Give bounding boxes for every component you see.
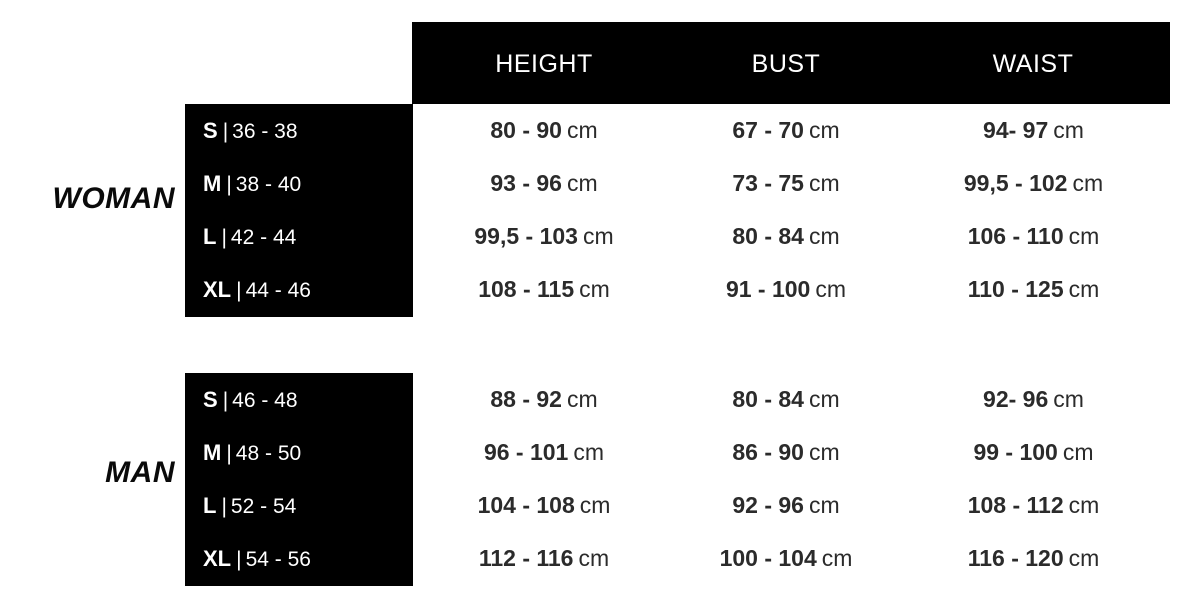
waist-unit: cm xyxy=(1053,386,1084,412)
bust-unit: cm xyxy=(808,117,840,143)
table-row xyxy=(185,210,1170,263)
height-cell xyxy=(413,426,675,479)
size-separator: | xyxy=(222,120,229,143)
size-range: 44 - 46 xyxy=(245,279,311,302)
bust-cell xyxy=(675,157,897,210)
size-cell xyxy=(185,479,413,532)
bust-cell xyxy=(675,263,897,316)
bust-value: 86 - 90 xyxy=(732,439,804,465)
bust-unit: cm xyxy=(815,276,847,302)
bust-value: 67 - 70 xyxy=(732,117,804,143)
table-row xyxy=(185,426,1170,479)
waist-value: 108 - 112 xyxy=(967,492,1064,518)
size-cell xyxy=(185,210,413,263)
height-cell xyxy=(413,373,675,426)
size-letter: M xyxy=(203,171,222,196)
height-value: 104 - 108 xyxy=(477,492,575,518)
bust-value: 91 - 100 xyxy=(725,276,811,302)
size-cell xyxy=(185,532,413,585)
waist-unit: cm xyxy=(1068,492,1100,518)
group-label-woman: WOMAN xyxy=(52,182,175,215)
size-separator: | xyxy=(222,389,229,412)
bust-cell xyxy=(675,104,897,157)
size-letter: XL xyxy=(203,546,232,571)
waist-value: 116 - 120 xyxy=(967,545,1064,571)
height-value: 80 - 90 xyxy=(490,117,562,143)
bust-cell xyxy=(675,532,897,585)
bust-value: 80 - 84 xyxy=(732,223,804,249)
table-row xyxy=(185,479,1170,532)
size-letter: L xyxy=(203,224,217,249)
height-unit: cm xyxy=(566,170,598,196)
size-separator: | xyxy=(226,442,232,465)
bust-value: 80 - 84 xyxy=(732,386,804,412)
waist-unit: cm xyxy=(1062,439,1094,465)
height-value: 112 - 116 xyxy=(478,545,574,571)
height-value: 88 - 92 xyxy=(490,386,562,412)
column-header-height: HEIGHT xyxy=(495,50,593,78)
height-cell xyxy=(413,263,675,316)
waist-cell xyxy=(897,479,1170,532)
column-header-bust: BUST xyxy=(751,50,821,78)
size-separator: | xyxy=(221,495,227,518)
bust-unit: cm xyxy=(808,386,840,412)
height-value: 108 - 115 xyxy=(478,276,575,302)
height-cell xyxy=(413,157,675,210)
height-cell xyxy=(413,532,675,585)
waist-value: 110 - 125 xyxy=(967,276,1064,302)
column-header-waist: WAIST xyxy=(992,50,1074,78)
size-cell xyxy=(185,157,413,210)
waist-unit: cm xyxy=(1053,117,1084,143)
height-value: 93 - 96 xyxy=(490,170,562,196)
waist-unit: cm xyxy=(1068,545,1100,571)
waist-unit: cm xyxy=(1068,223,1100,249)
size-cell xyxy=(185,104,413,157)
size-separator: | xyxy=(221,226,227,249)
bust-unit: cm xyxy=(808,170,840,196)
height-cell xyxy=(413,479,675,532)
bust-value: 92 - 96 xyxy=(732,492,804,518)
waist-value: 106 - 110 xyxy=(967,223,1064,249)
waist-cell xyxy=(897,157,1170,210)
waist-cell xyxy=(897,104,1170,157)
table-row xyxy=(185,104,1170,157)
waist-value: 92- 96 xyxy=(983,386,1049,412)
height-unit: cm xyxy=(582,223,614,249)
bust-cell xyxy=(675,479,897,532)
size-separator: | xyxy=(226,173,232,196)
size-range: 36 - 38 xyxy=(232,120,298,143)
table-row xyxy=(185,263,1170,316)
bust-unit: cm xyxy=(808,439,840,465)
bust-unit: cm xyxy=(821,545,853,571)
bust-value: 100 - 104 xyxy=(719,545,817,571)
bust-cell xyxy=(675,373,897,426)
height-unit: cm xyxy=(566,386,598,412)
size-letter: S xyxy=(203,118,218,143)
waist-cell xyxy=(897,263,1170,316)
waist-cell xyxy=(897,426,1170,479)
height-cell xyxy=(413,210,675,263)
table-row xyxy=(185,157,1170,210)
waist-cell xyxy=(897,532,1170,585)
size-letter: M xyxy=(203,440,222,465)
size-range: 48 - 50 xyxy=(235,442,302,465)
size-range: 54 - 56 xyxy=(245,548,311,571)
height-unit: cm xyxy=(579,492,611,518)
size-cell xyxy=(185,426,413,479)
height-unit: cm xyxy=(578,545,610,571)
waist-value: 99 - 100 xyxy=(973,439,1058,465)
waist-cell xyxy=(897,373,1170,426)
waist-value: 94- 97 xyxy=(983,117,1049,143)
size-cell xyxy=(185,373,413,426)
size-separator: | xyxy=(236,279,242,302)
size-separator: | xyxy=(236,548,242,571)
bust-unit: cm xyxy=(808,223,840,249)
bust-value: 73 - 75 xyxy=(732,170,804,196)
size-range: 42 - 44 xyxy=(230,226,297,249)
size-letter: L xyxy=(203,493,217,518)
height-unit: cm xyxy=(566,117,598,143)
waist-unit: cm xyxy=(1072,170,1104,196)
height-unit: cm xyxy=(579,276,610,302)
height-unit: cm xyxy=(573,439,605,465)
size-letter: S xyxy=(203,387,218,412)
height-cell xyxy=(413,104,675,157)
size-range: 52 - 54 xyxy=(230,495,297,518)
size-letter: XL xyxy=(203,277,232,302)
waist-unit: cm xyxy=(1068,276,1100,302)
bust-unit: cm xyxy=(808,492,840,518)
size-range: 38 - 40 xyxy=(235,173,302,196)
bust-cell xyxy=(675,426,897,479)
waist-value: 99,5 - 102 xyxy=(963,170,1068,196)
table-row xyxy=(185,532,1170,585)
group-label-man: MAN xyxy=(105,456,175,489)
height-value: 96 - 101 xyxy=(483,439,569,465)
waist-cell xyxy=(897,210,1170,263)
size-range: 46 - 48 xyxy=(232,389,298,412)
table-row xyxy=(185,373,1170,426)
size-cell xyxy=(185,263,413,316)
bust-cell xyxy=(675,210,897,263)
height-value: 99,5 - 103 xyxy=(474,223,578,249)
